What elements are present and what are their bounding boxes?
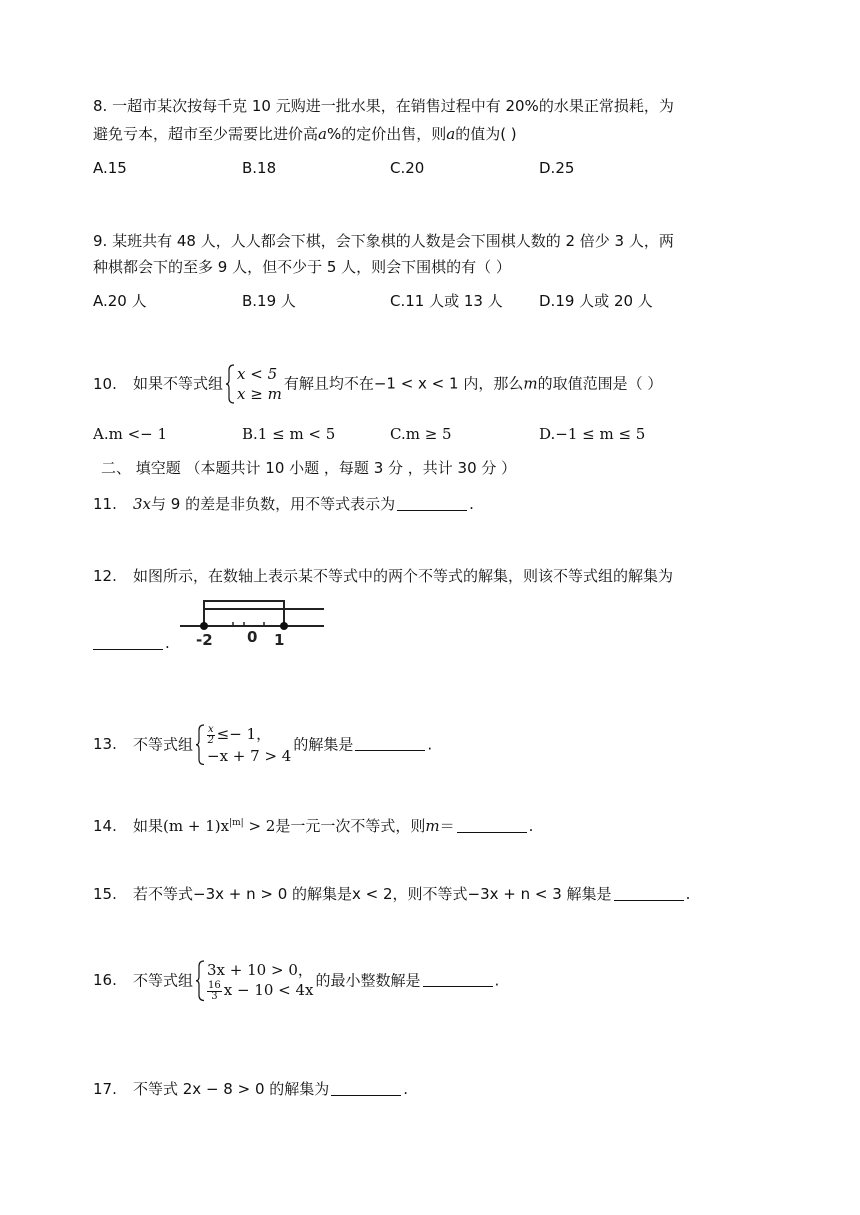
answer-blank	[397, 495, 467, 511]
q10-line: 10. 如果不等式组 x < 5 x ≥ m 有解且均不在−1 < x < 1 内，那么m的取值范围是（ ）	[93, 365, 663, 403]
solid-point-left	[200, 622, 208, 630]
brace-icon	[195, 960, 205, 1002]
q9-option-c: C.11 人或 13 人	[390, 292, 503, 310]
answer-blank	[331, 1080, 401, 1096]
q13-system: $\frac{x}{2}$ ≤− 1， −x + 7 > 4	[195, 724, 291, 766]
q8-option-c: C.20	[390, 159, 425, 177]
brace-icon	[225, 364, 235, 404]
number-line-figure	[178, 598, 328, 650]
axis-label-1: 1	[274, 631, 285, 649]
q17-line: 17. 不等式 2x − 8 > 0 的解集为 .	[93, 1080, 409, 1098]
q15-line: 15. 若不等式−3x + n > 0 的解集是x < 2，则不等式−3x + n < 3 解集是 .	[93, 885, 691, 903]
q12-line: 12. 如图所示，在数轴上表示某不等式中的两个不等式的解集，则该不等式组的解集为	[93, 567, 674, 585]
answer-blank	[423, 971, 493, 987]
brace-icon	[195, 724, 205, 766]
q9-option-a: A.20 人	[93, 292, 147, 310]
q9-option-d: D.19 人或 20 人	[539, 292, 653, 310]
answer-blank	[93, 634, 163, 650]
q11-line: 11. 3x与 9 的差是非负数，用不等式表示为 .	[93, 495, 474, 513]
q12-blank-line: .	[93, 633, 170, 653]
axis-label-0: 0	[247, 628, 258, 646]
q8-line2: 避免亏本，超市至少需要比进价高a%的定价出售，则a的值为( )	[93, 125, 517, 143]
q9-option-b: B.19 人	[242, 292, 296, 310]
answer-blank	[355, 735, 425, 751]
q13-line: 13. 不等式组 $\frac{x}{2}$ ≤− 1， −x + 7 > 4 的解集是 .	[93, 723, 433, 765]
q8-option-a: A.15	[93, 159, 127, 177]
section-heading: 二、 填空题 （本题共计 10 小题 ，每题 3 分 ，共计 30 分 ）	[101, 459, 517, 477]
q9-line2: 种棋都会下的至多 9 人，但不少于 5 人，则会下围棋的有（ ）	[93, 258, 511, 276]
answer-blank	[457, 817, 527, 833]
q14-line: 14. 如果$(m + 1)x^{|m|} > 2$是一元一次不等式，则m＝ .	[93, 817, 534, 835]
q10-system: x < 5 x ≥ m	[225, 364, 282, 404]
axis-label-neg2: -2	[196, 631, 213, 649]
q16-system: 3x + 10 > 0， $\frac{16}{3}$ x − 10 < 4x	[195, 960, 314, 1002]
q8-line1: 8. 一超市某次按每千克 10 元购进一批水果，在销售过程中有 20%的水果正常损耗，为	[93, 97, 674, 115]
q8-option-b: B.18	[242, 159, 277, 177]
solid-point-right	[280, 622, 288, 630]
q10-option-c: C.m ≥ 5	[390, 425, 452, 443]
q8-option-d: D.25	[539, 159, 575, 177]
q16-line: 16. 不等式组 3x + 10 > 0， $\frac{16}{3}$ x − 10 < 4x 的最小整数解是 .	[93, 961, 500, 1002]
q9-line1: 9. 某班共有 48 人，人人都会下棋，会下象棋的人数是会下围棋人数的 2 倍少 3 人，两	[93, 232, 674, 250]
answer-blank	[614, 885, 684, 901]
q10-option-d: D.−1 ≤ m ≤ 5	[539, 425, 646, 443]
q10-option-b: B.1 ≤ m < 5	[242, 425, 336, 443]
q10-option-a: A.m <− 1	[93, 425, 168, 443]
